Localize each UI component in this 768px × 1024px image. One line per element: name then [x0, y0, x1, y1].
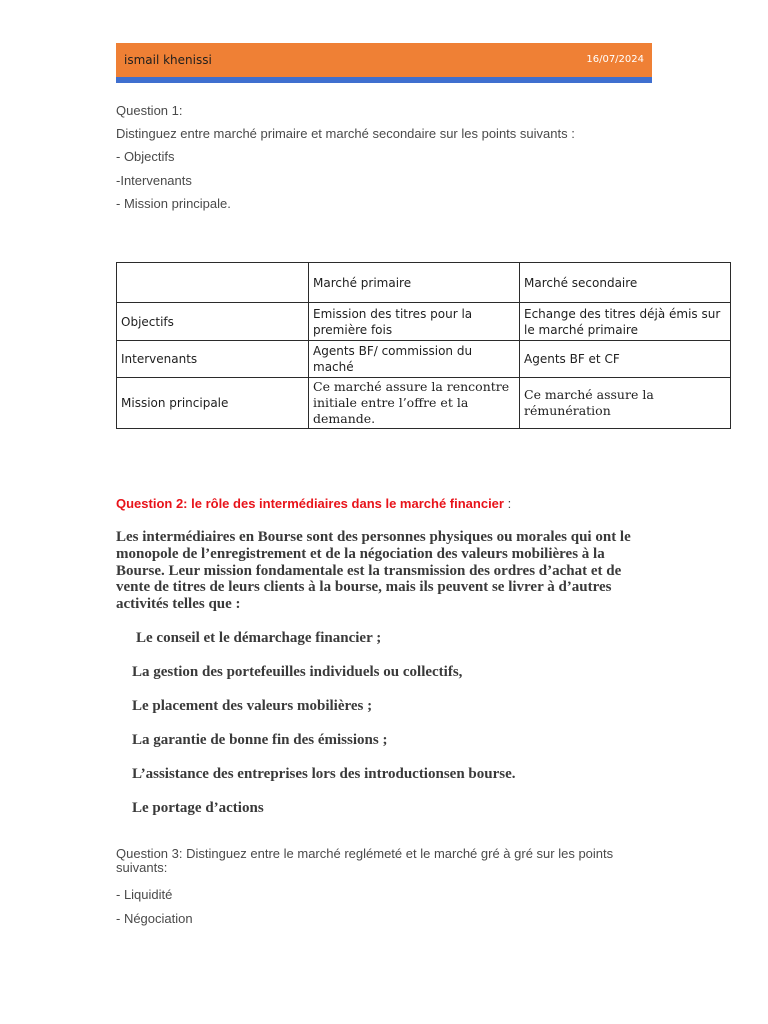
author-name: ismail khenissi [124, 53, 212, 67]
comparison-table [116, 262, 731, 429]
cell-primaire: Emission des titres pour la première fois [309, 303, 520, 341]
question-1-point: - Mission principale. [116, 195, 231, 211]
list-item: Le conseil et le démarchage financier ; [136, 630, 382, 646]
row-label: Mission principale [117, 378, 309, 429]
question-2-title-text: Question 2: le rôle des intermédiaires dans le marché financier [116, 496, 504, 511]
activities-list [132, 630, 516, 834]
question-2-paragraph: Les intermédiaires en Bourse sont des personnes physiques ou morales qui ont le monopole de l’enregistrement et de la négociation des valeurs mobilières à la Bourse. Leur mission fondamentale est la transmission des ordres d’achat et de vente de titres de leurs clients à la bourse, mais ils peuvent se livrer à d’autres activités telles que : [116, 529, 631, 613]
row-label: Objectifs [117, 303, 309, 341]
list-item: Le portage d’actions [132, 800, 264, 816]
question-3-points [116, 883, 193, 931]
table-row [117, 303, 731, 341]
cell-primaire: Agents BF/ commission du maché [309, 341, 520, 378]
question-2-colon: : [503, 496, 512, 511]
cell-secondaire: Echange des titres déjà émis sur le marché primaire [520, 303, 731, 341]
question-1-prompt: Distinguez entre marché primaire et marché secondaire sur les points suivants : [116, 126, 575, 142]
cell-secondaire: Ce marché assure la rémunération [520, 378, 731, 429]
question-3-point: - Négociation [116, 911, 193, 926]
list-item: L’assistance des entreprises lors des introductionsen bourse. [132, 766, 516, 782]
table-header-cell: Marché primaire [309, 263, 520, 303]
question-1-title: Question 1: [116, 103, 183, 118]
cell-secondaire: Agents BF et CF [520, 341, 731, 378]
table-row [117, 378, 731, 429]
cell-primaire: Ce marché assure la rencontre initiale entre l’offre et la demande. [309, 378, 520, 429]
question-3-prompt: Question 3: Distinguez entre le marché reglémeté et le marché gré à gré sur les points suivants: [116, 846, 614, 875]
question-1 [116, 99, 575, 215]
list-item: La gestion des portefeuilles individuels ou collectifs, [132, 664, 463, 680]
list-item: Le placement des valeurs mobilières ; [132, 698, 373, 714]
table-header-cell: Marché secondaire [520, 263, 731, 303]
table-header-row [117, 263, 731, 303]
question-1-point: -Intervenants [116, 172, 192, 188]
table-header-cell [117, 263, 309, 303]
question-2-title [116, 496, 511, 511]
list-item: La garantie de bonne fin des émissions ; [132, 732, 388, 748]
header-accent-bar [116, 77, 652, 83]
table-row [117, 341, 731, 378]
question-1-point: - Objectifs [116, 149, 175, 165]
row-label: Intervenants [117, 341, 309, 378]
question-3-point: - Liquidité [116, 887, 173, 902]
document-date: 16/07/2024 [586, 54, 644, 65]
